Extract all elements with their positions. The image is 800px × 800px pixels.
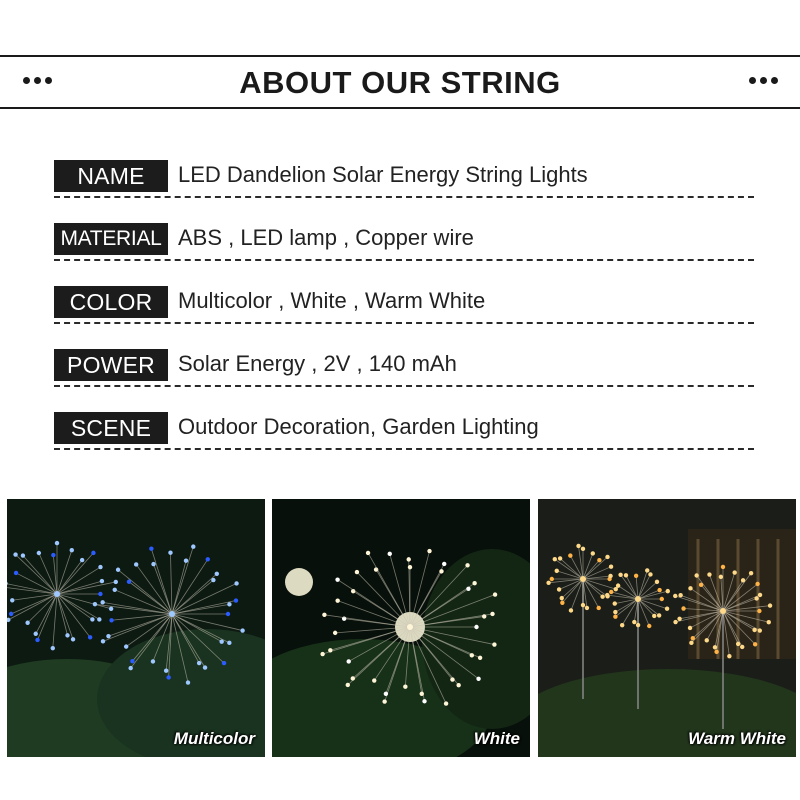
section-title: ABOUT OUR STRING — [239, 65, 561, 100]
photo-multicolor — [7, 499, 265, 757]
multicolor-lights-illustration — [7, 499, 265, 757]
spec-label-power: POWER — [54, 349, 168, 381]
spec-value-name: LED Dandelion Solar Energy String Lights — [178, 162, 588, 187]
spec-row-scene — [54, 412, 754, 452]
dashed-divider — [54, 259, 754, 261]
photo-white — [272, 499, 530, 757]
photo-caption-warm-white: Warm White — [688, 729, 786, 748]
spec-value-material: ABS , LED lamp , Copper wire — [178, 225, 474, 250]
spec-row-material — [54, 223, 754, 263]
spec-row-power — [54, 349, 754, 389]
spec-label-material: MATERIAL — [54, 223, 168, 255]
spec-label-scene: SCENE — [54, 412, 168, 444]
dots-right-icon — [749, 77, 778, 84]
photo-warm-white — [538, 499, 796, 757]
spec-label-name: NAME — [54, 160, 168, 192]
white-lights-illustration — [272, 499, 530, 757]
dashed-divider — [54, 322, 754, 324]
dashed-divider — [54, 385, 754, 387]
dashed-divider — [54, 196, 754, 198]
dashed-divider — [54, 448, 754, 450]
section-header — [0, 55, 800, 109]
spec-value-scene: Outdoor Decoration, Garden Lighting — [178, 414, 539, 439]
spec-value-power: Solar Energy , 2V , 140 mAh — [178, 351, 457, 376]
photo-caption-multicolor: Multicolor — [173, 729, 255, 748]
warm-white-lights-illustration — [538, 499, 796, 757]
spec-value-color: Multicolor , White , Warm White — [178, 288, 486, 313]
spec-label-color: COLOR — [54, 286, 168, 318]
photo-caption-white: White — [473, 729, 520, 748]
product-photo-gallery — [7, 499, 793, 757]
spec-row-color — [54, 286, 754, 326]
spec-row-name — [54, 160, 754, 200]
